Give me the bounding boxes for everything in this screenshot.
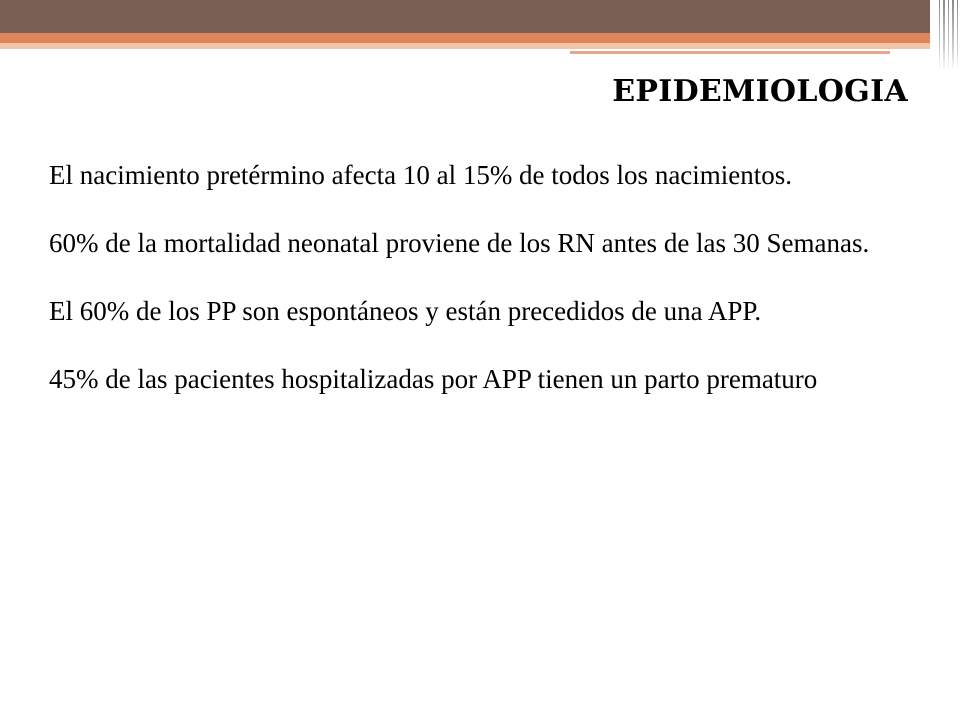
corner-stripe: [939, 0, 940, 70]
corner-stripe: [952, 0, 954, 70]
header-bar: [0, 0, 930, 33]
corner-stripes: [930, 0, 960, 70]
corner-stripe: [957, 0, 958, 70]
header-light-bar: [0, 43, 930, 49]
paragraph-hospitalized-app: 45% de las pacientes hospitalizadas por APP tienen un parto prematuro: [49, 364, 818, 394]
slide-body: [49, 158, 911, 430]
paragraph-preterm-rate: El nacimiento pretérmino afecta 10 al 15% de todos los nacimientos.: [49, 160, 793, 190]
paragraph-neonatal-mortality: 60% de la mortalidad neonatal proviene de los RN antes de las 30 Semanas.: [49, 228, 870, 258]
slide-title: EPIDEMIOLOGIA: [612, 74, 908, 109]
corner-stripe: [943, 0, 945, 70]
corner-stripe: [948, 0, 949, 70]
header-accent-bar: [0, 33, 930, 43]
paragraph-spontaneous-pp: El 60% de los PP son espontáneos y están precedidos de una APP.: [49, 296, 762, 326]
header-short-bar: [570, 51, 890, 54]
